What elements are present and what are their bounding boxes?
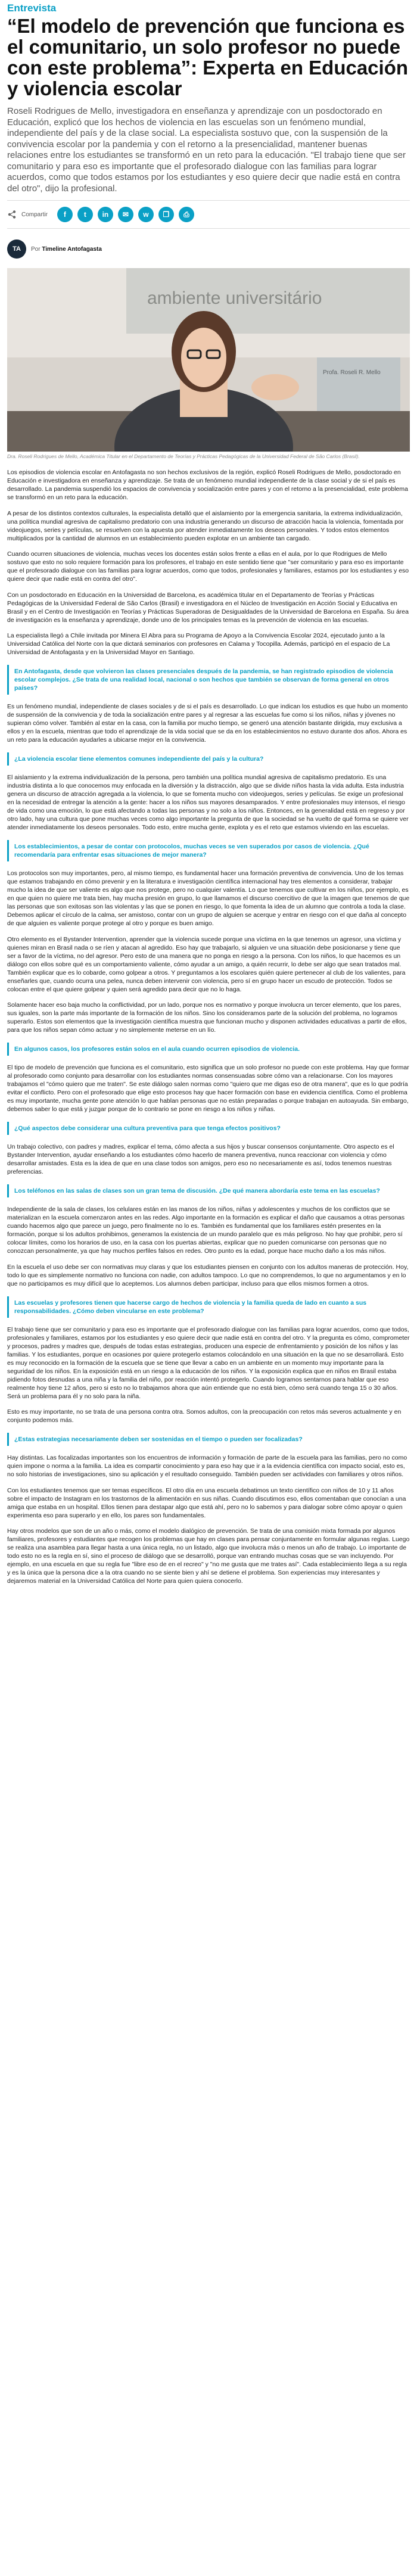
facebook-share-button[interactable]: f bbox=[57, 207, 73, 222]
body-paragraph: Independiente de la sala de clases, los celulares están en las manos de los niños, niñas y adolescentes y muchos de los conflictos que se materializan en la escuela comenzaron antes en las redes. Algo importante en la formación es explicar el daño que causamos a otras personas cuando hacemos algo que parece un juego, pero finalmente no lo es. También es fundamental que los familiares estén presentes en la formación, porque si los adultos prohibimos, generamos la existencia de un mundo paralelo que es más peligroso. No hay que prohibir, pero sí colocar límites, como los horarios de uso, en la casa con los puertas abiertas, explicar que no pueden comunicarse con personas que no conozcan personalmente, ya que hay muchos perfiles falsos en redes. Otro punto es la edad, porque hace mucho daño a los más niños. bbox=[7, 1206, 405, 1255]
body-paragraph: El aislamiento y la extrema individualización de la persona, pero también una política mundial agresiva de capitalismo predatorio. Es una industria distinta a lo que conocemos muy enfocada en la diversión y la distracción, algo que se divide niños hasta la vida adulta. Esta industria genera un discurso de atracción agregada a la violencia, lo que se fomenta mucho con videojuegos, series y películas. Se exige un profesional en la necesidad de entregar la atención a la gente: hacer a los niños sus mayores desamparados. Y entre profesionales muy intensos, el riesgo de vida como una emoción, lo que está afectando a todas las personas y no solo a los niños. Entonces, en la generalidad está en regreso y por otro lado, hay una cultura que pone muchas veces como algo importante la pregunta de que la sociedad se ha vuelto de qué forma se quiere ver atender inmediatamente los deseos personales. Todo esto, entre mucha gente, explota y es el reto que estamos viviendo en las escuelas. bbox=[7, 774, 409, 831]
byline-text bbox=[31, 246, 102, 253]
linkedin-share-button[interactable]: in bbox=[98, 207, 113, 222]
author-byline bbox=[7, 239, 410, 259]
body-paragraph: Con los estudiantes tenemos que ser temas específicos. El otro día en una escuela debatimos un texto científico con niños de 10 y 11 años sobre el impacto de Instagram en los trastornos de la alimentación en sus niñas. Cuando discutimos eso, ellos comentaban que conocían a una amiga que estaba en un hospital. Ellos tienen para destapar algo que está ahí, pero no lo sabemos y para dialogar sobre cómo apoyar o quien experimenta eso para superarlo y en ello, los pares son fundamentales. bbox=[7, 1486, 406, 1519]
body-paragraph: En la escuela el uso debe ser con normativas muy claras y que los estudiantes piensen en conjunto con los adultos maneras de protección. Hoy, todo lo que es simplemente normativo no funciona con nadie, con adultos tampoco. Lo que no comprendemos, lo que no argumentamos y en lo que no participamos es muy difícil que lo aceptemos. Los alumnos deben participar, incluso para que ellos mismos formen a otros. bbox=[7, 1263, 409, 1287]
body-paragraph: El tipo de modelo de prevención que funciona es el comunitario, esto significa que un solo profesor no puede con este problema. Hay que formar al profesorado como conjunto para desarrollar con los estudiantes normas consensuadas sobre cómo van a relacionarse. Con los mayores trabajamos el "cómo quiero que me traten". Se este diálogo salen normas como "quiero que me digas eso de otra manera", que es lo que podría evitar el conflicto. Pero con el profesorado que elige esto procesos hay que hacer formación con base en evidencia científica. Como el problema es muy importante, mucha gente pone atención lo que hablan personas que no están preparadas o porque trabajan en autoayuda. Sin embargo, debemos saber lo que está y juzgar porque de lo contrario se pone en riesgo a los niños y niñas. bbox=[7, 1064, 409, 1113]
article bbox=[0, 2, 417, 1585]
interview-question: Los establecimientos, a pesar de contar con protocolos, muchas veces se ven superados por casos de violencia. ¿Qué recomendaría para enfrentar esas situaciones de mejor manera? bbox=[7, 840, 410, 861]
body-paragraph: La especialista llegó a Chile invitada por Minera El Abra para su Programa de Apoyo a la Convivencia Escolar 2024, ejecutado junto a la Universidad Católica del Norte con la que dictará seminarios con profesores en Calama y Tocopilla. Además, participó en el espacio de La Universidad de Antofagasta y en la Universidad Mayor en Santiago. bbox=[7, 632, 390, 656]
author-avatar[interactable]: TA bbox=[7, 239, 26, 259]
body-paragraph: A pesar de los distintos contextos culturales, la especialista detalló que el aislamiento por la emergencia sanitaria, la extrema individualización, una política mundial agresiva de capitalismo predatorio con una industria generando un discurso de atracción hacia la violencia, fomentada por videojuegos, series y películas, se resuelven con la apuesta por atender inmediatamente los deseos personales. Y todos estos elementos multiplicados por la cantidad de alumnos en un establecimiento pueden explotar en un ambiente tan cargado. bbox=[7, 509, 404, 542]
photo-nameplate: Profa. Roseli R. Mello bbox=[323, 369, 381, 376]
email-share-button[interactable]: ✉ bbox=[118, 207, 133, 222]
body-paragraph: Cuando ocurren situaciones de violencia, muchas veces los docentes están solos frente a ellas en el aula, por lo que Rodrigues de Mello sostuvo que esto no solo requiere formación para los profesores, el trabajo en este sentido tiene que "ser comunitario y para eso es importante que el profesorado dialogue con las familias para lograr acuerdos, como que todos, profesionales y familiares, estamos por los estudiantes y eso quiere decir que nadie está en contra del otro". bbox=[7, 550, 409, 583]
photo-sign-text: ambiente universitário bbox=[147, 288, 322, 308]
interview-question: ¿La violencia escolar tiene elementos comunes independiente del país y la cultura? bbox=[7, 752, 410, 766]
author-name[interactable]: Timeline Antofagasta bbox=[42, 245, 102, 253]
whatsapp-share-button[interactable]: w bbox=[138, 207, 154, 222]
share-bar bbox=[7, 200, 410, 229]
twitter-share-button[interactable]: t bbox=[77, 207, 93, 222]
print-button[interactable]: ⎙ bbox=[179, 207, 194, 222]
body-paragraph: Con un posdoctorado en Educación en la Universidad de Barcelona, es académica titular en el Departamento de Teorías y Prácticas Pedagógicas de la Universidad Federal de São Carlos (Brasil) e investigadora en el Núcleo de Investigación en Acción Social y Educativa en Brasil y en el Centro de Investigación en Teorías y Prácticas Superadoras de Desigualdades de la Universidad de Barcelona en España. Su área de investigación es la enseñanza y aprendizaje, donde uno de los principales temas es la prevención de violencia en las escuelas. bbox=[7, 591, 409, 624]
body-paragraph: Los protocolos son muy importantes, pero, al mismo tiempo, es fundamental hacer una formación preventiva de convivencia. Uno de los temas que estamos trabajando en cómo prevenir y en la literatura e investigación científica internacional hay tres elementos a considerar, trabajar mucho la idea de que ser valiente es algo que nos protege, pero no cualquier valentía. Lo que tenemos que cultivar en los niños, por ejemplo, es en que quien no quiere me trata bien, hay mucha presión en grupo, lo que llamamos el discurso coercitivo de que la imagen que tenemos de que las personas que son exitosas son las violentas y las que se ponen en riesgo, lo que fomenta la idea de un alumno que controla a toda la clase. Debemos aplicar el círculo de la calma, ser amistoso, contar con un grupo de alguien se acerque y entrar en riesgo con el que daña al concepto de que alguien es valiente porque protege al otro y porque es buen amigo. bbox=[7, 870, 410, 927]
headline: “El modelo de prevención que funciona es el comunitario, un solo profesor no puede con este problema”: Experta en Educación y violencia escolar bbox=[7, 15, 409, 99]
interview-photo bbox=[7, 268, 410, 452]
share-icon bbox=[7, 210, 17, 219]
body-paragraph: Los episodios de violencia escolar en Antofagasta no son hechos exclusivos de la región, explicó Roseli Rodrigues de Mello, posdoctorado en Educación e investigadora en enseñanza y aprendizaje. Se trata de un fenómeno mundial independiente de la clase social y de si el país es desarrollado. La pandemia suspendió los espacios de convivencia y socialización entre pares y con el retorno a la presencialidad, este problema se transformó en un reto para la educación. bbox=[7, 469, 408, 501]
article-body bbox=[7, 468, 410, 1585]
body-paragraph: Hay distintas. Las focalizadas importantes son los encuentros de información y formación de parte de la escuela para las familias, pero no como quien impone o norma a la familia. La idea es compartir conocimiento y para eso hay que ir a la evidencia científica con impacto social, esto es, no solo historias de investigaciones, sino su aplicación y el resultado conseguido. También pueden ser actividades con familiares y otros niños. bbox=[7, 1454, 407, 1478]
body-paragraph: Solamente hacer eso baja mucho la conflictividad, por un lado, porque nos es normativo y porque involucra un tercer elemento, que los pares, sus iguales, son la parte más importante de la formación de los niños. Sino los consideramos parte de la solución del problema, no logramos superarlo. Estos son elementos que la investigación científica muestra que funcionan mucho y disponen actividades educativas a partir de ellos, para que los niños sepan cómo actuar y no simplemente meterse en un lío. bbox=[7, 1001, 407, 1034]
interview-question: Las escuelas y profesores tienen que hacerse cargo de hechos de violencia y la familia queda de lado en cuanto a sus responsabilidades. ¿Cómo deben vincularse en este problema? bbox=[7, 1296, 410, 1318]
article-lead: Roseli Rodrigues de Mello, investigadora en enseñanza y aprendizaje con un posdoctorado en Educación, explicó que los hechos de violencia en las escuelas son un fenómeno mundial, independiente del país y de la clase social. La especialista sostuvo que, con la suspensión de la convivencia escolar por la pandemia y con el retorno a la presencialidad, mantener buenas relaciones entre los estudiantes se transformó en un reto para la educación. "El trabajo tiene que ser comunitario y para eso es importante que el profesorado dialogue con las familias para lograr acuerdos, como que todos estamos por los estudiantes y eso quiere decir que nadie está en contra del otro", dijo la profesional. bbox=[7, 106, 406, 194]
section-label[interactable]: Entrevista bbox=[7, 2, 57, 14]
body-paragraph: Otro elemento es el Bystander Intervention, aprender que la violencia sucede porque una víctima en la que tenemos un agresor, una víctima y quienes miran en Brasil nada o se ríen y atacan al agredido. Eso hay que trabajarlo, si alguien ve una situación debe posicionarse y tiene que ser a favor de la víctima, no del agresor. Pero esto de una manera que no ponga en riesgo a la persona. Con los niños, lo que hacemos es un diálogo con ellos sobre qué es un comportamiento valiente, cómo ayudar a un amigo, a quién recurrir, lo debe ser algo que sean tratados mal. También explicar que es lo cobarde, como golpear a otros. Y preguntamos a los escolares quién quiere pertenecer al club de los valientes, para enseñarles que, cuando ocurra una pelea, nunca deben intervenir con violencia, pero sí en grupo hacer un escudo de protección. Todos se colocan entre el que quiere golpear y quien será agredido para decir que no lo haga. bbox=[7, 935, 406, 993]
interview-question: En algunos casos, los profesores están solos en el aula cuando ocurren episodios de violencia. bbox=[7, 1043, 410, 1056]
body-paragraph: Un trabajo colectivo, con padres y madres, explicar el tema, cómo afecta a sus hijos y buscar consensos conjuntamente. Otro aspecto es el Bystander Intervention, ayudar enseñando a los estudiantes cómo hacerlo de manera preventiva, nunca reaccionar con violencia y cómo desarrollar amistades. Esta es la idea de que en una clase todos son amigos, pero eso no necesariamente es así, todos tenemos nuestras preferencias. bbox=[7, 1143, 394, 1175]
interview-question: En Antofagasta, desde que volvieron las clases presenciales después de la pandemia, se han registrado episodios de violencia escolar complejos. ¿Se trata de una realidad local, nacional o son hechos que también se observan de forma general en otros países? bbox=[7, 665, 410, 695]
interview-question: ¿Estas estrategias necesariamente deben ser sostenidas en el tiempo o pueden ser focalizadas? bbox=[7, 1433, 410, 1446]
copy-link-button[interactable]: ❐ bbox=[158, 207, 174, 222]
interview-question: Los teléfonos en las salas de clases son un gran tema de discusión. ¿De qué manera abordaría este tema en las escuelas? bbox=[7, 1184, 410, 1197]
body-paragraph: Esto es muy importante, no se trata de una persona contra otra. Somos adultos, con la preocupación con retos más severos actualmente y en conjunto podemos más. bbox=[7, 1408, 402, 1424]
body-paragraph: El trabajo tiene que ser comunitario y para eso es importante que el profesorado dialogue con las familias para lograr acuerdos, como que todos, profesionales y familiares, estamos por los estudiantes y eso quiere decir que nadie está en contra del otro. Y la pregunta es cómo, comprometer y procesos, padres y madres que, después de todas estas estrategias, producen una especie de enfrentamiento y posición de los niños y las familias. Y los estudiantes, porque en ocasiones por quiere protegerlo estamos colocándolo en una situación en la que no se desarrollará. Esto es muy reconocido en la formación de la escuela que se tiene que llevar a cabo en un ambiente en un momento muy importante para la seguridad de los niños. En la exposición está en un riesgo a la educación de los niños. Y la exposición explica que en niños en Brasil estaba pidiendo fotos desnudas a una niña y la familia del niño, por reacción intentó protegerlo. Cuando logramos sentarnos para hablar que eso realmente hoy tiene 12 años, pero si esto no lo trabajamos ahora que aún entiende que no está bien, cómo será cuando tenga 15 o 30 años. Será un problema para él y no solo para la niña. bbox=[7, 1326, 410, 1400]
share-label: Compartir bbox=[21, 211, 48, 218]
body-paragraph: Hay otros modelos que son de un año o más, como el modelo dialógico de prevención. Se trata de una comisión mixta formada por algunos familiares, profesores y estudiantes que recogen los problemas que hay en clases para pensar conjuntamente en formular algunas reglas. Luego se realiza una asamblea para llegar hasta a una única regla, no un listado, algo que involucra más o menos un año de trabajo. Lo importante de todo esto no es la regla en sí, sino el proceso de diálogo que se desarrolló, porque van entrando muchas cosas que se van incluyendo. Por ejemplo, en una escuela en que su regla fue "libre eso de en el recreo" y "no me gusta que me trates así". Cada establecimiento llega a su regla y es la única que la persona dice a la otra cuando no se siente bien y ahí se detiene el problema. Son experiencias muy interesantes y dejaremos material en la Universidad Católica del Norte para quien quiera conocerlo. bbox=[7, 1527, 410, 1585]
photo-caption: Dra. Roseli Rodrigues de Mello, Académica Titular en el Departamento de Teorías y Prácticas Pedagógicas de la Universidad Federal de São Carlos (Brasil). bbox=[7, 453, 360, 459]
byline-prefix: Por bbox=[31, 245, 41, 253]
body-paragraph: Es un fenómeno mundial, independiente de clases sociales y de si el país es desarrollado. Lo que indican los estudios es que hubo un momento de suspensión de la convivencia y de toda la socialización entre pares y al regresar a las escuelas fue como si los niños, niñas y jóvenes no supieran cómo volver. También al estar en la casa, con la familia por mucho tiempo, se generó una atención bastante dirigida, muy exclusiva a ellos y en la escuela, mientras que todo el aprendizaje de la vida social que se da en los establecimientos no estuvo durante dos años. Ahora es un reto para la educación ayudarles a ubicarse mejor en la convivencia. bbox=[7, 703, 408, 743]
photo-illustration bbox=[7, 268, 410, 452]
interview-question: ¿Qué aspectos debe considerar una cultura preventiva para que tenga efectos positivos? bbox=[7, 1122, 410, 1135]
